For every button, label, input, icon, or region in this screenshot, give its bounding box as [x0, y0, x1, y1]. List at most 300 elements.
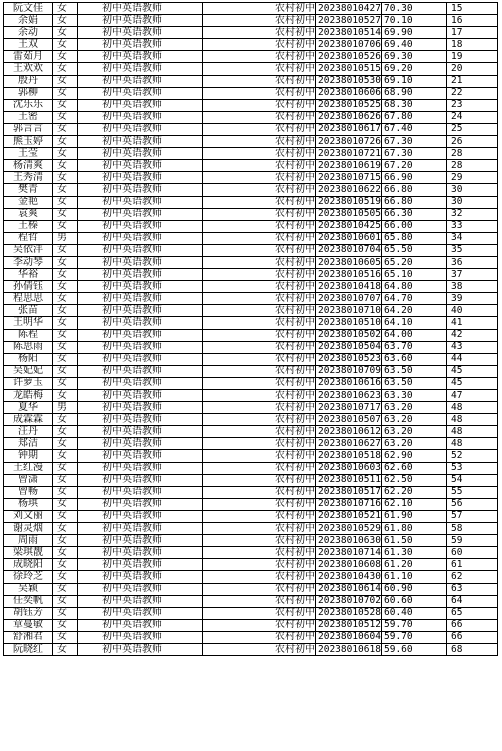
cell-ticket-number: 20238010726 — [316, 136, 382, 148]
cell-ticket-number: 20238010622 — [316, 184, 382, 196]
cell-rank: 23 — [447, 99, 498, 111]
cell-sex: 女 — [53, 136, 78, 148]
cell-position: 初中英语教师 — [78, 402, 203, 414]
table-row — [4, 486, 498, 498]
cell-ticket-number: 20238010519 — [316, 196, 382, 208]
cell-position: 初中英语教师 — [78, 172, 203, 184]
cell-score: 69.20 — [382, 63, 447, 75]
cell-position: 初中英语教师 — [78, 462, 203, 474]
table-row — [4, 498, 498, 510]
cell-position: 初中英语教师 — [78, 438, 203, 450]
cell-sex: 女 — [53, 99, 78, 111]
cell-name: 刘文丽 — [4, 510, 53, 522]
cell-sex: 女 — [53, 559, 78, 571]
cell-ticket-number: 20238010709 — [316, 365, 382, 377]
cell-rank: 26 — [447, 136, 498, 148]
table-row — [4, 523, 498, 535]
cell-sex: 女 — [53, 148, 78, 160]
cell-ticket-number: 20238010623 — [316, 390, 382, 402]
cell-location: 农村初中 — [203, 523, 316, 535]
cell-sex: 女 — [53, 220, 78, 232]
cell-name: 胡钰芳 — [4, 607, 53, 619]
cell-location: 农村初中 — [203, 39, 316, 51]
cell-rank: 40 — [447, 305, 498, 317]
cell-ticket-number: 20238010529 — [316, 523, 382, 535]
table-row — [4, 293, 498, 305]
cell-position: 初中英语教师 — [78, 607, 203, 619]
cell-sex: 男 — [53, 232, 78, 244]
cell-name: 吴妃妃 — [4, 365, 53, 377]
cell-rank: 55 — [447, 486, 498, 498]
table-row — [4, 305, 498, 317]
cell-sex: 女 — [53, 111, 78, 123]
cell-location: 农村初中 — [203, 75, 316, 87]
cell-location: 农村初中 — [203, 390, 316, 402]
cell-name: 余娟 — [4, 15, 53, 27]
cell-position: 初中英语教师 — [78, 256, 203, 268]
cell-rank: 54 — [447, 474, 498, 486]
cell-score: 66.00 — [382, 220, 447, 232]
cell-ticket-number: 20238010614 — [316, 583, 382, 595]
cell-name: 汪丹 — [4, 426, 53, 438]
cell-location: 农村初中 — [203, 220, 316, 232]
cell-position: 初中英语教师 — [78, 426, 203, 438]
cell-ticket-number: 20238010710 — [316, 305, 382, 317]
cell-ticket-number: 20238010525 — [316, 99, 382, 111]
cell-ticket-number: 20238010618 — [316, 643, 382, 655]
cell-name: 樊青 — [4, 184, 53, 196]
table-row — [4, 571, 498, 583]
cell-score: 66.30 — [382, 208, 447, 220]
cell-score: 69.90 — [382, 27, 447, 39]
cell-name: 王红漫 — [4, 462, 53, 474]
cell-sex: 女 — [53, 450, 78, 462]
table-row — [4, 281, 498, 293]
cell-sex: 女 — [53, 244, 78, 256]
cell-ticket-number: 20238010630 — [316, 535, 382, 547]
cell-name: 沈乐乐 — [4, 99, 53, 111]
cell-score: 69.30 — [382, 51, 447, 63]
cell-name: 熊玉婷 — [4, 136, 53, 148]
cell-position: 初中英语教师 — [78, 390, 203, 402]
cell-rank: 68 — [447, 643, 498, 655]
cell-position: 初中英语教师 — [78, 523, 203, 535]
cell-score: 68.90 — [382, 87, 447, 99]
cell-name: 孙倩钰 — [4, 281, 53, 293]
cell-score: 68.30 — [382, 99, 447, 111]
cell-position: 初中英语教师 — [78, 353, 203, 365]
cell-ticket-number: 20238010427 — [316, 3, 382, 15]
cell-rank: 60 — [447, 547, 498, 559]
cell-score: 62.50 — [382, 474, 447, 486]
cell-rank: 20 — [447, 63, 498, 75]
cell-score: 59.60 — [382, 643, 447, 655]
cell-name: 成霖霖 — [4, 414, 53, 426]
cell-position: 初中英语教师 — [78, 559, 203, 571]
table-row — [4, 111, 498, 123]
cell-location: 农村初中 — [203, 63, 316, 75]
results-table — [3, 2, 498, 656]
cell-score: 67.30 — [382, 136, 447, 148]
cell-name: 杨清爽 — [4, 160, 53, 172]
cell-sex: 女 — [53, 619, 78, 631]
cell-position: 初中英语教师 — [78, 269, 203, 281]
cell-rank: 29 — [447, 172, 498, 184]
cell-location: 农村初中 — [203, 414, 316, 426]
cell-position: 初中英语教师 — [78, 15, 203, 27]
cell-position: 初中英语教师 — [78, 184, 203, 196]
cell-score: 67.80 — [382, 111, 447, 123]
cell-rank: 58 — [447, 523, 498, 535]
cell-location: 农村初中 — [203, 51, 316, 63]
cell-sex: 女 — [53, 256, 78, 268]
cell-rank: 64 — [447, 595, 498, 607]
cell-sex: 女 — [53, 390, 78, 402]
table-row — [4, 15, 498, 27]
cell-position: 初中英语教师 — [78, 643, 203, 655]
cell-ticket-number: 20238010505 — [316, 208, 382, 220]
cell-score: 60.90 — [382, 583, 447, 595]
table-row — [4, 63, 498, 75]
cell-score: 61.10 — [382, 571, 447, 583]
cell-location: 农村初中 — [203, 462, 316, 474]
cell-sex: 女 — [53, 571, 78, 583]
cell-ticket-number: 20238010706 — [316, 39, 382, 51]
cell-name: 杨琪 — [4, 498, 53, 510]
cell-rank: 53 — [447, 462, 498, 474]
cell-position: 初中英语教师 — [78, 547, 203, 559]
cell-sex: 女 — [53, 39, 78, 51]
cell-position: 初中英语教师 — [78, 341, 203, 353]
cell-ticket-number: 20238010504 — [316, 341, 382, 353]
cell-position: 初中英语教师 — [78, 196, 203, 208]
cell-ticket-number: 20238010518 — [316, 450, 382, 462]
cell-position: 初中英语教师 — [78, 595, 203, 607]
cell-sex: 男 — [53, 402, 78, 414]
cell-position: 初中英语教师 — [78, 305, 203, 317]
cell-position: 初中英语教师 — [78, 474, 203, 486]
cell-location: 农村初中 — [203, 583, 316, 595]
cell-location: 农村初中 — [203, 256, 316, 268]
cell-sex: 女 — [53, 353, 78, 365]
cell-score: 63.20 — [382, 438, 447, 450]
cell-ticket-number: 20238010717 — [316, 402, 382, 414]
table-row — [4, 208, 498, 220]
cell-location: 农村初中 — [203, 535, 316, 547]
cell-sex: 女 — [53, 27, 78, 39]
cell-position: 初中英语教师 — [78, 232, 203, 244]
cell-rank: 63 — [447, 583, 498, 595]
table-row — [4, 317, 498, 329]
cell-ticket-number: 20238010516 — [316, 269, 382, 281]
cell-position: 初中英语教师 — [78, 75, 203, 87]
table-row — [4, 184, 498, 196]
cell-name: 王明华 — [4, 317, 53, 329]
cell-ticket-number: 20238010715 — [316, 172, 382, 184]
cell-location: 农村初中 — [203, 329, 316, 341]
cell-ticket-number: 20238010517 — [316, 486, 382, 498]
cell-location: 农村初中 — [203, 619, 316, 631]
cell-name: 吴依沣 — [4, 244, 53, 256]
cell-position: 初中英语教师 — [78, 99, 203, 111]
cell-rank: 57 — [447, 510, 498, 522]
cell-ticket-number: 20238010430 — [316, 571, 382, 583]
cell-location: 农村初中 — [203, 305, 316, 317]
cell-position: 初中英语教师 — [78, 3, 203, 15]
cell-sex: 女 — [53, 595, 78, 607]
cell-ticket-number: 20238010510 — [316, 317, 382, 329]
table-row — [4, 329, 498, 341]
cell-score: 64.70 — [382, 293, 447, 305]
cell-sex: 女 — [53, 15, 78, 27]
cell-location: 农村初中 — [203, 232, 316, 244]
cell-position: 初中英语教师 — [78, 571, 203, 583]
cell-sex: 女 — [53, 3, 78, 15]
cell-ticket-number: 20238010714 — [316, 547, 382, 559]
cell-score: 64.00 — [382, 329, 447, 341]
cell-score: 63.20 — [382, 426, 447, 438]
cell-ticket-number: 20238010601 — [316, 232, 382, 244]
cell-location: 农村初中 — [203, 607, 316, 619]
cell-position: 初中英语教师 — [78, 39, 203, 51]
cell-rank: 45 — [447, 377, 498, 389]
cell-position: 初中英语教师 — [78, 160, 203, 172]
cell-rank: 59 — [447, 535, 498, 547]
cell-sex: 女 — [53, 535, 78, 547]
cell-score: 61.80 — [382, 523, 447, 535]
cell-rank: 32 — [447, 208, 498, 220]
cell-name: 袁爽 — [4, 208, 53, 220]
cell-score: 63.50 — [382, 377, 447, 389]
cell-ticket-number: 20238010721 — [316, 148, 382, 160]
cell-score: 64.80 — [382, 281, 447, 293]
cell-sex: 女 — [53, 329, 78, 341]
cell-name: 王双 — [4, 39, 53, 51]
cell-score: 64.10 — [382, 317, 447, 329]
cell-position: 初中英语教师 — [78, 123, 203, 135]
cell-ticket-number: 20238010716 — [316, 498, 382, 510]
cell-rank: 25 — [447, 123, 498, 135]
cell-position: 初中英语教师 — [78, 293, 203, 305]
cell-sex: 女 — [53, 474, 78, 486]
cell-sex: 女 — [53, 51, 78, 63]
cell-name: 王莹 — [4, 148, 53, 160]
cell-name: 王秀清 — [4, 172, 53, 184]
cell-location: 农村初中 — [203, 99, 316, 111]
cell-position: 初中英语教师 — [78, 329, 203, 341]
cell-name: 曾畅 — [4, 486, 53, 498]
cell-ticket-number: 20238010612 — [316, 426, 382, 438]
cell-position: 初中英语教师 — [78, 450, 203, 462]
cell-sex: 女 — [53, 426, 78, 438]
cell-ticket-number: 20238010507 — [316, 414, 382, 426]
table-row — [4, 462, 498, 474]
cell-ticket-number: 20238010707 — [316, 293, 382, 305]
cell-location: 农村初中 — [203, 426, 316, 438]
cell-sex: 女 — [53, 208, 78, 220]
cell-name: 殷丹 — [4, 75, 53, 87]
cell-position: 初中英语教师 — [78, 281, 203, 293]
cell-name: 曾潇 — [4, 474, 53, 486]
cell-location: 农村初中 — [203, 136, 316, 148]
cell-name: 钟期 — [4, 450, 53, 462]
table-row — [4, 438, 498, 450]
cell-position: 初中英语教师 — [78, 498, 203, 510]
table-row — [4, 607, 498, 619]
cell-score: 65.80 — [382, 232, 447, 244]
cell-position: 初中英语教师 — [78, 244, 203, 256]
cell-score: 63.60 — [382, 353, 447, 365]
table-row — [4, 353, 498, 365]
cell-name: 任奕帆 — [4, 595, 53, 607]
cell-ticket-number: 20238010512 — [316, 619, 382, 631]
cell-sex: 女 — [53, 293, 78, 305]
cell-rank: 24 — [447, 111, 498, 123]
cell-rank: 66 — [447, 631, 498, 643]
cell-ticket-number: 20238010502 — [316, 329, 382, 341]
table-row — [4, 377, 498, 389]
cell-rank: 30 — [447, 196, 498, 208]
cell-name: 陈程 — [4, 329, 53, 341]
cell-sex: 女 — [53, 547, 78, 559]
cell-name: 吴颖 — [4, 583, 53, 595]
cell-rank: 42 — [447, 329, 498, 341]
cell-rank: 48 — [447, 402, 498, 414]
cell-rank: 45 — [447, 365, 498, 377]
cell-ticket-number: 20238010515 — [316, 63, 382, 75]
table-row — [4, 547, 498, 559]
cell-score: 62.20 — [382, 486, 447, 498]
cell-score: 69.40 — [382, 39, 447, 51]
cell-score: 66.80 — [382, 184, 447, 196]
cell-name: 金艳 — [4, 196, 53, 208]
cell-sex: 女 — [53, 281, 78, 293]
table-row — [4, 583, 498, 595]
table-row — [4, 136, 498, 148]
cell-location: 农村初中 — [203, 244, 316, 256]
table-row — [4, 535, 498, 547]
table-row — [4, 631, 498, 643]
cell-rank: 39 — [447, 293, 498, 305]
cell-rank: 48 — [447, 414, 498, 426]
cell-name: 许萝玉 — [4, 377, 53, 389]
table-row — [4, 160, 498, 172]
cell-location: 农村初中 — [203, 160, 316, 172]
cell-position: 初中英语教师 — [78, 148, 203, 160]
cell-score: 61.20 — [382, 559, 447, 571]
table-row — [4, 414, 498, 426]
score-sheet — [3, 2, 498, 656]
table-row — [4, 341, 498, 353]
cell-ticket-number: 20238010511 — [316, 474, 382, 486]
table-row — [4, 172, 498, 184]
cell-sex: 女 — [53, 341, 78, 353]
table-row — [4, 643, 498, 655]
cell-ticket-number: 20238010605 — [316, 256, 382, 268]
cell-location: 农村初中 — [203, 559, 316, 571]
cell-location: 农村初中 — [203, 510, 316, 522]
cell-location: 农村初中 — [203, 486, 316, 498]
cell-sex: 女 — [53, 160, 78, 172]
cell-score: 62.90 — [382, 450, 447, 462]
table-row — [4, 3, 498, 15]
table-row — [4, 559, 498, 571]
cell-name: 程哲 — [4, 232, 53, 244]
cell-sex: 女 — [53, 184, 78, 196]
cell-score: 65.10 — [382, 269, 447, 281]
cell-score: 64.20 — [382, 305, 447, 317]
cell-rank: 18 — [447, 39, 498, 51]
table-row — [4, 595, 498, 607]
cell-location: 农村初中 — [203, 353, 316, 365]
cell-location: 农村初中 — [203, 184, 316, 196]
cell-name: 阮文佳 — [4, 3, 53, 15]
cell-name: 舒湘君 — [4, 631, 53, 643]
cell-name: 李动琴 — [4, 256, 53, 268]
cell-name: 夏华 — [4, 402, 53, 414]
cell-name: 徐玲芝 — [4, 571, 53, 583]
cell-position: 初中英语教师 — [78, 136, 203, 148]
cell-score: 66.90 — [382, 172, 447, 184]
cell-score: 63.20 — [382, 414, 447, 426]
cell-rank: 48 — [447, 426, 498, 438]
table-row — [4, 87, 498, 99]
table-row — [4, 75, 498, 87]
cell-ticket-number: 20238010617 — [316, 123, 382, 135]
cell-position: 初中英语教师 — [78, 208, 203, 220]
cell-score: 61.50 — [382, 535, 447, 547]
cell-rank: 41 — [447, 317, 498, 329]
cell-location: 农村初中 — [203, 3, 316, 15]
cell-score: 67.40 — [382, 123, 447, 135]
table-row — [4, 244, 498, 256]
cell-sex: 女 — [53, 196, 78, 208]
table-row — [4, 51, 498, 63]
cell-sex: 女 — [53, 607, 78, 619]
cell-position: 初中英语教师 — [78, 414, 203, 426]
cell-location: 农村初中 — [203, 631, 316, 643]
cell-name: 龙皓梅 — [4, 390, 53, 402]
cell-ticket-number: 20238010527 — [316, 15, 382, 27]
cell-sex: 女 — [53, 462, 78, 474]
cell-ticket-number: 20238010702 — [316, 595, 382, 607]
cell-position: 初中英语教师 — [78, 220, 203, 232]
cell-sex: 女 — [53, 269, 78, 281]
cell-position: 初中英语教师 — [78, 51, 203, 63]
cell-score: 60.40 — [382, 607, 447, 619]
cell-position: 初中英语教师 — [78, 317, 203, 329]
cell-position: 初中英语教师 — [78, 63, 203, 75]
cell-sex: 女 — [53, 63, 78, 75]
cell-ticket-number: 20238010521 — [316, 510, 382, 522]
table-row — [4, 196, 498, 208]
cell-score: 65.20 — [382, 256, 447, 268]
cell-name: 郭言言 — [4, 123, 53, 135]
cell-sex: 女 — [53, 317, 78, 329]
cell-rank: 62 — [447, 571, 498, 583]
cell-rank: 37 — [447, 269, 498, 281]
cell-ticket-number: 20238010616 — [316, 377, 382, 389]
table-row — [4, 390, 498, 402]
table-body — [4, 3, 498, 656]
cell-score: 60.60 — [382, 595, 447, 607]
cell-location: 农村初中 — [203, 571, 316, 583]
cell-score: 66.80 — [382, 196, 447, 208]
cell-sex: 女 — [53, 631, 78, 643]
cell-position: 初中英语教师 — [78, 87, 203, 99]
cell-rank: 47 — [447, 390, 498, 402]
cell-sex: 女 — [53, 414, 78, 426]
